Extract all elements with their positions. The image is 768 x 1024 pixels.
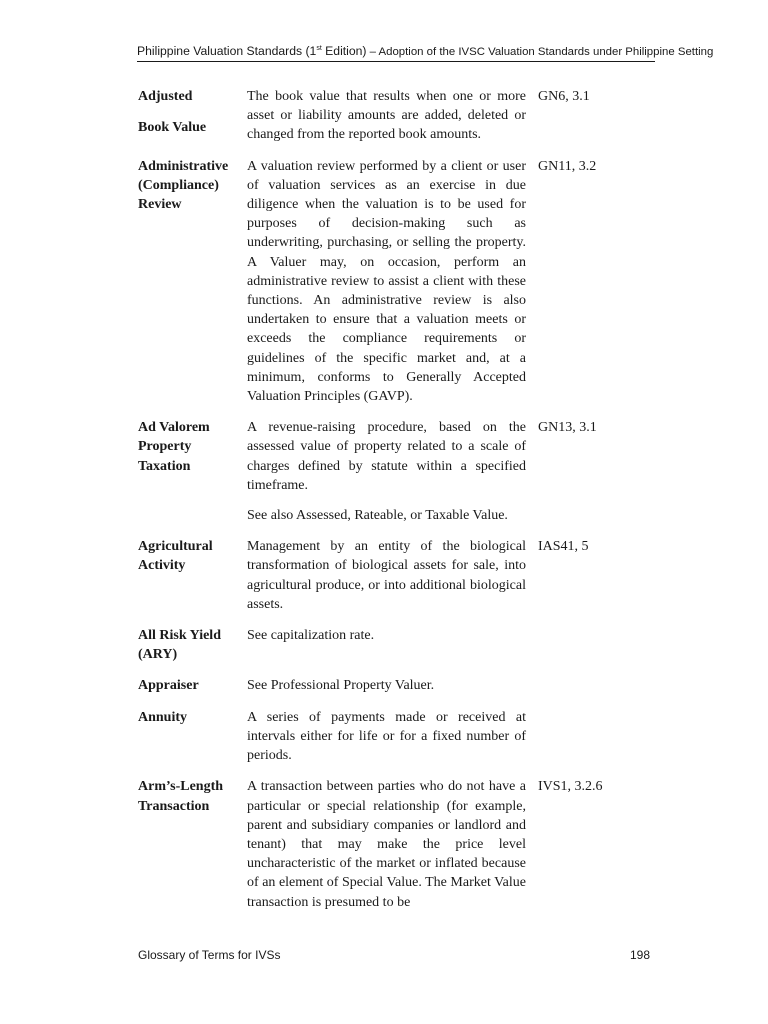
term-line: Appraiser [138, 678, 199, 694]
glossary-definition [247, 87, 526, 145]
glossary-definition [247, 708, 526, 766]
definition-paragraph: Management by an entity of the biological transformation of biological assets for sale, into agricultural produce, or into additional biological assets. [247, 539, 526, 612]
definition-paragraph: The book value that results when one or more asset or liability amounts are added, deleted or changed from the reported book amounts. [247, 89, 526, 143]
term-line: (ARY) [138, 647, 178, 663]
term-line: Transaction [138, 798, 210, 814]
term-line: (Compliance) [138, 177, 219, 193]
glossary-entry [138, 157, 618, 407]
term-line: Review [138, 197, 182, 213]
glossary-term [138, 87, 247, 145]
page-footer [138, 948, 650, 962]
glossary-reference: IAS41, 5 [538, 539, 589, 555]
header-title: Philippine Valuation Standards (1 [137, 44, 317, 58]
term-line: Property [138, 439, 192, 455]
see-also-paragraph: See also Assessed, Rateable, or Taxable Value. [247, 508, 508, 524]
glossary-entry [138, 87, 618, 145]
glossary-definition [247, 676, 526, 695]
glossary-term [138, 418, 247, 525]
glossary-entry [138, 418, 618, 525]
glossary-reference [526, 626, 538, 664]
term-line: Agricultural [138, 539, 213, 555]
glossary-definition [247, 418, 526, 525]
glossary-definition [247, 157, 526, 407]
glossary-term [138, 537, 247, 614]
page-number: 198 [629, 948, 650, 962]
header-edition: Edition) [321, 44, 367, 58]
glossary-term [138, 626, 247, 664]
term-line: All Risk Yield [138, 628, 221, 644]
glossary-entry [138, 708, 618, 766]
glossary-term [138, 708, 247, 766]
glossary-definition [247, 626, 526, 664]
glossary-term [138, 676, 247, 695]
term-line: Book Value [138, 120, 207, 136]
glossary-entry [138, 676, 618, 695]
term-line: Ad Valorem [138, 420, 210, 436]
definition-paragraph: See Professional Property Valuer. [247, 678, 435, 694]
glossary-reference [526, 708, 538, 766]
term-line: Taxation [138, 458, 191, 474]
glossary-list [138, 87, 618, 924]
glossary-reference: GN11, 3.2 [538, 158, 597, 174]
glossary-entry [138, 537, 618, 614]
definition-paragraph: A valuation review performed by a client or user of valuation services as an exercise in due diligence when the valuation is to be used for purposes of decision-making such as underwriting, purchasing, or selling the property. A Valuer may, on occasion, perform an administrative review to assist a client with these functions. An administrative review is also undertaken to ensure that a valuation meets or exceeds the compliance requirements or guidelines of the specific market and, at a minimum, conforms to Generally Accepted Valuation Principles (GAVP). [247, 158, 526, 405]
glossary-reference: GN6, 3.1 [538, 89, 590, 104]
glossary-reference [526, 676, 538, 695]
running-header [137, 44, 714, 62]
glossary-definition [247, 537, 526, 614]
term-line: Arm’s-Length [138, 779, 224, 795]
term-line: Administrative [138, 158, 229, 174]
glossary-term [138, 777, 247, 911]
glossary-entry [138, 626, 618, 664]
term-line: Annuity [138, 709, 188, 725]
term-line: Adjusted [138, 89, 193, 104]
definition-paragraph: A series of payments made or received at intervals either for life or for a fixed number of periods. [247, 709, 526, 764]
glossary-reference: GN13, 3.1 [538, 420, 597, 436]
glossary-definition [247, 777, 526, 911]
footer-title: Glossary of Terms for IVSs [138, 948, 281, 962]
glossary-term [138, 157, 247, 407]
header-title-sup: st [316, 45, 322, 53]
glossary-reference: IVS1, 3.2.6 [538, 779, 603, 795]
definition-paragraph: A transaction between parties who do not have a particular or special relationship (for example, parent and subsidiary companies or landlord and tenant) that may make the price level uncharacteristic of the market or inflated because of an element of Special Value. The Market Value transaction is presumed to be [247, 779, 526, 910]
definition-paragraph: See capitalization rate. [247, 628, 375, 644]
definition-paragraph: A revenue-raising procedure, based on the assessed value of property related to a scale of charges defined by statute within a specified timeframe. [247, 420, 526, 493]
term-line: Activity [138, 558, 186, 574]
header-subtitle: – Adoption of the IVSC Valuation Standards under Philippine Setting [366, 46, 714, 58]
glossary-entry [138, 777, 618, 911]
